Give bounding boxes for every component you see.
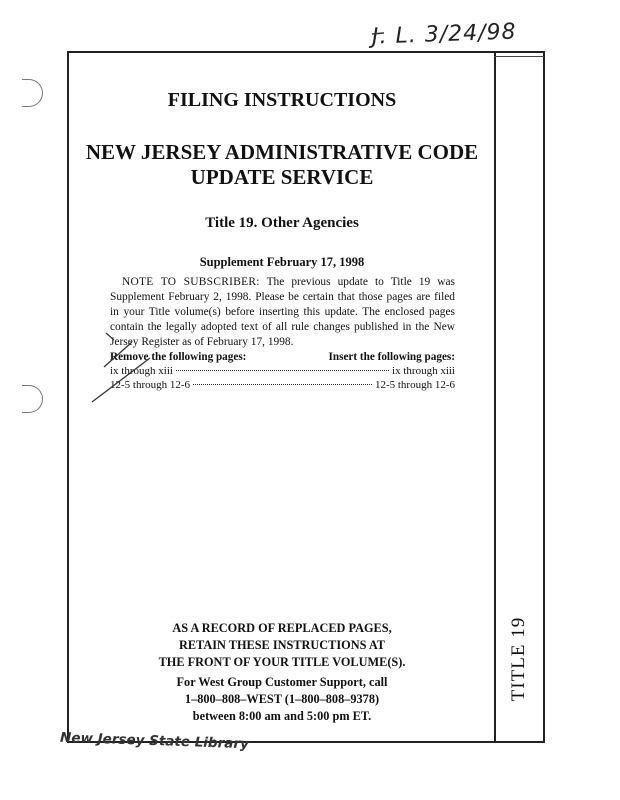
note-lead: NOTE TO SUBSCRIBER:: [122, 276, 260, 288]
remove-pages: ix through xiii: [110, 365, 173, 377]
note-body: The previous update to Title 19 was Supplement February 2, 1998. Please be certain that those pages are filed in your Title volume(s) before inserting this update. The enclosed pages contain the legally adopted text of all rule changes published in the New Jersey Register as of February 17, 1998.: [110, 276, 455, 348]
code-title-line-2: UPDATE SERVICE: [190, 165, 374, 189]
code-title-line-1: NEW JERSEY ADMINISTRATIVE CODE: [85, 140, 479, 164]
record-line: RETAIN THESE INSTRUCTIONS AT: [178, 638, 386, 652]
filing-instructions-heading: FILING INSTRUCTIONS: [167, 89, 397, 111]
title-line: Title 19. Other Agencies: [205, 215, 359, 231]
insert-header: Insert the following pages:: [328, 351, 455, 363]
support-line: between 8:00 am and 5:00 pm ET.: [192, 709, 372, 723]
remove-pages: 12-5 through 12-6: [110, 379, 191, 391]
remove-header: Remove the following pages:: [110, 351, 247, 363]
record-line: THE FRONT OF YOUR TITLE VOLUME(S).: [158, 655, 406, 669]
library-stamp: New Jersey State Library: [59, 729, 250, 753]
insert-pages: 12-5 through 12-6: [374, 379, 455, 391]
insert-pages: ix through xiii: [392, 365, 455, 377]
supplement-date: Supplement February 17, 1998: [199, 255, 365, 269]
record-line: AS A RECORD OF REPLACED PAGES,: [172, 621, 392, 635]
support-line: For West Group Customer Support, call: [176, 675, 388, 689]
handwritten-date-note: J. L. 3/24/98: [371, 19, 517, 50]
title-tab-label: TITLE 19: [508, 616, 529, 702]
support-line: 1–800–808–WEST (1–800–808–9378): [184, 692, 380, 706]
